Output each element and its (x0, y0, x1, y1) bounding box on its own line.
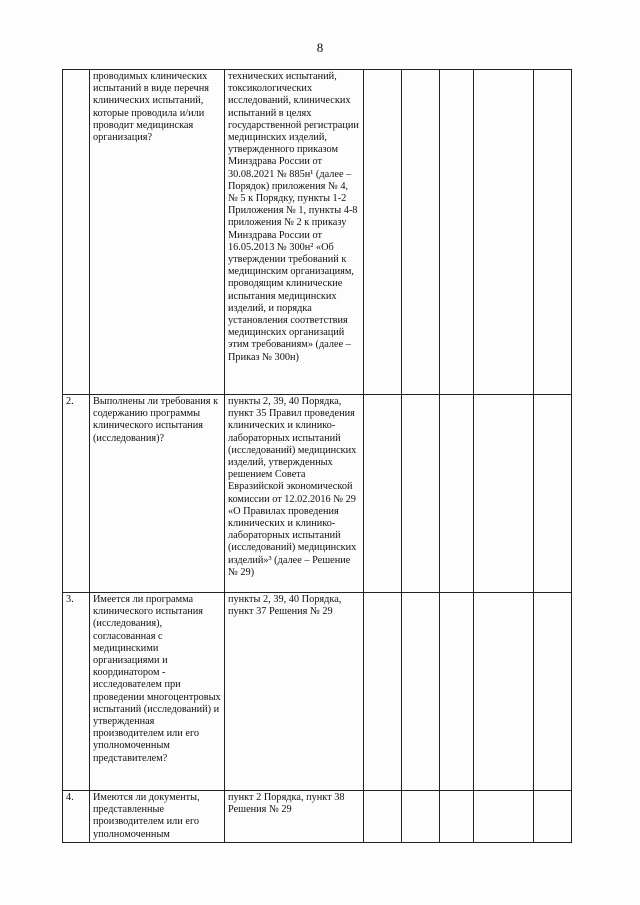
table-row (63, 791, 572, 843)
empty-cell (402, 395, 440, 593)
empty-cell (402, 70, 440, 395)
table-row (63, 70, 572, 395)
empty-cell (440, 791, 474, 843)
row-question: проводимых клинических испытаний в виде перечня клинических испытаний, которые проводила и/или проводит медицинская организация? (90, 70, 225, 395)
empty-cell (364, 593, 402, 791)
empty-cell (534, 593, 572, 791)
row-references: технических испытаний, токсикологических исследований, клинических испытаний в целях государственной регистрации медицинских изделий, утвержденного приказом Минздрава России от 30.08.2021 № 885н¹ (далее – Порядок) приложения № 4, № 5 к Порядку, пункты 1-2 Приложения № 1, пункты 4-8 приложения № 2 к приказу Минздрава России от 16.05.2013 № 300н² «Об утверждении требований к медицинским организациям, проводящим клинические испытания медицинских изделий, и порядка установления соответствия медицинских организаций этим требованиям» (далее – Приказ № 300н) (225, 70, 364, 395)
empty-cell (364, 791, 402, 843)
empty-cell (402, 593, 440, 791)
empty-cell (534, 70, 572, 395)
checklist-table (62, 69, 572, 843)
empty-cell (364, 70, 402, 395)
row-references: пункт 2 Порядка, пункт 38 Решения № 29 (225, 791, 364, 843)
empty-cell (534, 395, 572, 593)
row-number (63, 70, 90, 395)
empty-cell (440, 70, 474, 395)
row-question: Имеются ли документы, представленные производителем или его уполномоченным (90, 791, 225, 843)
empty-cell (474, 70, 534, 395)
empty-cell (440, 395, 474, 593)
table-row (63, 593, 572, 791)
row-number: 4. (63, 791, 90, 843)
row-number: 2. (63, 395, 90, 593)
row-question: Выполнены ли требования к содержанию программы клинического испытания (исследования)? (90, 395, 225, 593)
row-references: пункты 2, 39, 40 Порядка, пункт 37 Решения № 29 (225, 593, 364, 791)
page-number: 8 (316, 40, 324, 55)
empty-cell (474, 791, 534, 843)
empty-cell (474, 593, 534, 791)
empty-cell (364, 395, 402, 593)
empty-cell (534, 791, 572, 843)
empty-cell (402, 791, 440, 843)
row-number: 3. (63, 593, 90, 791)
row-references: пункты 2, 39, 40 Порядка, пункт 35 Правил проведения клинических и клинико-лабораторных испытаний (исследований) медицинских изделий, утвержденных решением Совета Евразийской экономической комиссии от 12.02.2016 № 29 «О Правилах проведения клинических и клинико-лабораторных испытаний (исследований) медицинских изделий»³ (далее – Решение № 29) (225, 395, 364, 593)
table-row (63, 395, 572, 593)
empty-cell (474, 395, 534, 593)
row-question: Имеется ли программа клинического испытания (исследования), согласованная с медицинскими организациями и координатором - исследователем при проведении многоцентровых испытаний (исследований) и утвержденная производителем или его уполномоченным представителем? (90, 593, 225, 791)
empty-cell (440, 593, 474, 791)
